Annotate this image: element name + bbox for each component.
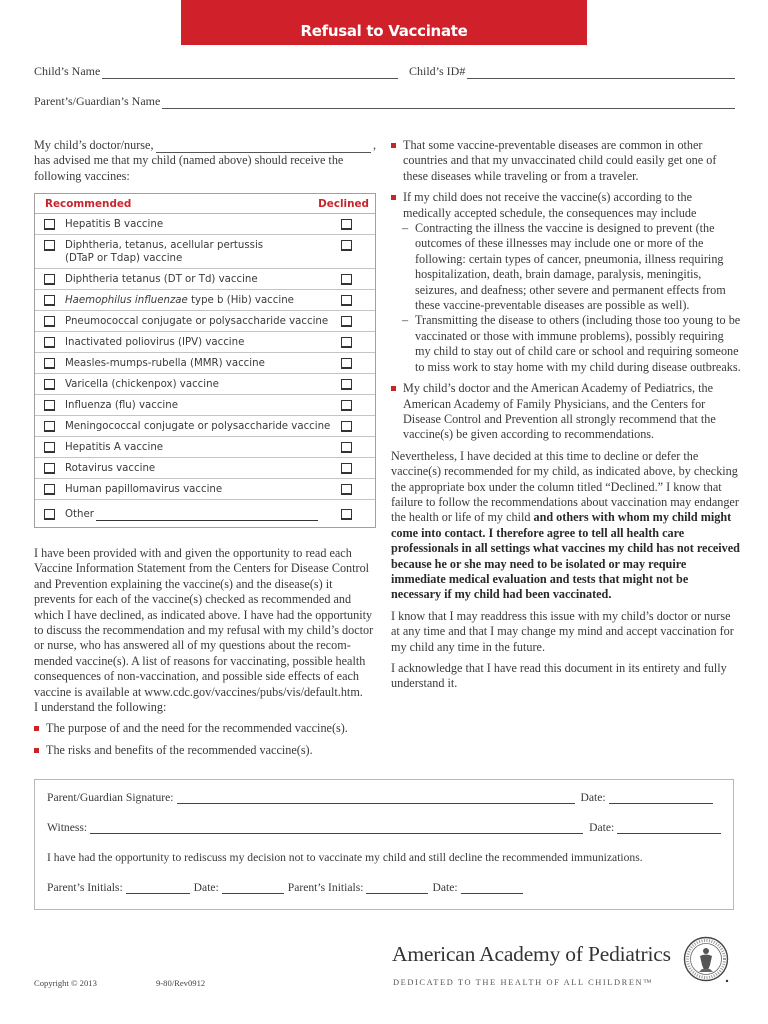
table-header [35,194,375,214]
vaccine-label-line2: (DTaP or Tdap) vaccine [65,253,183,264]
vaccine-label: Influenza (flu) vaccine [65,400,178,411]
table-row [35,269,375,290]
date-label: Date: [432,881,458,894]
table-row [35,395,375,416]
copyright: Copyright © 2013 [34,978,97,988]
form-code: 9-80/Rev0912 [156,978,206,988]
recommended-checkbox[interactable] [44,379,55,390]
table-row [35,374,375,395]
aap-seal-icon [683,936,729,982]
page-title: Refusal to Vaccinate [300,22,468,40]
initials-date-input-1[interactable] [222,883,284,894]
nevertheless-text: Nevertheless, I have decided at this time to decline or defer the vaccine(s) recommended for my child, as indicated above, by checking the appropriate box under the column titled “Declined.” I know that failure to follow the recommendations about vaccination may endanger the health or life of my child [391,448,739,525]
signature-date-input[interactable] [609,793,713,804]
declined-checkbox[interactable] [341,316,352,327]
date-label: Date: [193,881,219,894]
guardian-name-label: Parent’s/Guardian’s Name [34,94,161,108]
initials-label: Parent’s Initials: [287,881,364,894]
vaccine-label-italic: Haemophilus influenzae [65,295,188,306]
declined-checkbox[interactable] [341,219,352,230]
bullet-item: The risks and benefits of the recommended vaccine(s). [34,743,376,758]
title-banner [181,0,587,45]
signature-input[interactable] [177,793,575,804]
recommended-checkbox[interactable] [44,240,55,251]
date-label: Date: [589,821,615,834]
declined-checkbox[interactable] [341,274,352,285]
recommended-checkbox[interactable] [44,337,55,348]
nevertheless-paragraph [391,449,741,603]
declined-checkbox[interactable] [341,240,352,251]
date-label: Date: [580,791,606,804]
initials-input-1[interactable] [126,883,190,894]
vaccine-label: Human papillomavirus vaccine [65,484,223,495]
dash-item: – Contracting the illness the vaccine is designed to prevent (the outcomes of these illnesses may include one or more of the following: certain types of cancer, pneumonia, illness requiring hospitalization, death, brain damage, paralysis, meningitis, seizures, and deafness; other severe and permanent effects from these vaccine-preventable diseases are possible as well). [391,221,741,313]
declined-checkbox[interactable] [341,421,352,432]
vaccine-label [65,239,341,265]
vaccine-label: Hepatitis A vaccine [65,442,164,453]
other-label: Other [65,509,94,520]
signature-box [34,779,734,910]
signature-row [47,791,717,804]
org-name: American Academy of Pediatrics [392,942,671,966]
vaccine-label: Diphtheria tetanus (DT or Td) vaccine [65,274,258,285]
vaccine-label: Measles-mumps-rubella (MMR) vaccine [65,358,265,369]
table-row-other [35,500,375,527]
intro-section [34,138,376,184]
rediscuss-text: I have had the opportunity to rediscuss my decision not to vaccinate my child and still decline the recommended immunizations. [47,851,643,864]
child-name-label: Child’s Name [34,64,101,78]
guardian-name-input[interactable] [162,97,735,109]
acknowledge-paragraph: I acknowledge that I have read this document in its entirety and fully understand it. [391,661,727,691]
vaccine-label: Rotavirus vaccine [65,463,156,474]
recommended-checkbox[interactable] [44,463,55,474]
table-row [35,416,375,437]
recommended-checkbox[interactable] [44,484,55,495]
recommended-checkbox[interactable] [44,358,55,369]
col-declined: Declined [318,198,369,210]
nevertheless-bold-text: and others with whom my child might come into contact. I therefore agree to tell all health care professionals in all settings what vaccines my child has not received because he or she may need to be isolated or may require immediate medical evaluation and tests that might not be necessary if my child had been vaccinated. [391,510,740,602]
intro-text: has advised me that my child (named above) should receive the following vaccines: [34,153,344,183]
table-row [35,311,375,332]
rediscuss-row [47,851,643,864]
signature-label: Parent/Guardian Signature: [47,791,174,804]
vaccine-label [65,294,341,307]
table-row [35,214,375,235]
vaccine-label-line1: Diphtheria, tetanus, acellular pertussis [65,240,264,251]
recommended-checkbox[interactable] [44,421,55,432]
declined-checkbox[interactable] [341,337,352,348]
dash-item: – Transmitting the disease to others (including those too young to be vaccinated or those with immune problems), possibly requiring my child to stay out of child care or school and requiring someone to miss work to stay home with my child during disease outbreaks. [391,313,741,375]
declined-checkbox[interactable] [341,400,352,411]
initials-label: Parent’s Initials: [47,881,123,894]
vaccine-label-rest: type b (Hib) vaccine [187,295,294,306]
recommended-checkbox[interactable] [44,400,55,411]
declined-checkbox[interactable] [341,379,352,390]
bullet-item: My child’s doctor and the American Academy of Pediatrics, the American Academy of Family Physicians, and the Centers for Disease Control and Prevention all strongly recommend that the vaccine(s) be given according to recommendations. [391,381,741,443]
child-id-input[interactable] [467,67,735,79]
witness-input[interactable] [90,823,583,834]
col-recommended: Recommended [45,198,132,210]
vaccine-label: Hepatitis B vaccine [65,219,164,230]
initials-row [47,881,527,894]
table-row [35,479,375,500]
bullet-item: That some vaccine-preventable diseases are common in other countries and that my unvaccinated child could easily get one of these diseases while traveling or from a traveler. [391,138,741,184]
child-name-field [34,64,398,79]
witness-row [47,821,725,834]
right-body [391,138,741,692]
recommended-checkbox[interactable] [44,295,55,306]
table-row [35,437,375,458]
left-body [34,546,376,758]
understand-heading: I understand the following: [34,700,167,715]
declined-checkbox[interactable] [341,463,352,474]
vaccine-label: Meningococcal conjugate or polysaccharide vaccine [65,421,331,432]
table-row [35,332,375,353]
vaccine-label [65,508,341,521]
table-row [35,290,375,311]
recommended-checkbox[interactable] [44,274,55,285]
declined-checkbox[interactable] [341,358,352,369]
declined-checkbox[interactable] [341,442,352,453]
guardian-name-field [34,94,735,109]
witness-date-input[interactable] [617,823,721,834]
declined-checkbox[interactable] [341,295,352,306]
declined-checkbox[interactable] [341,484,352,495]
vaccine-label: Pneumococcal conjugate or polysaccharide vaccine [65,316,329,327]
vis-paragraph: I have been provided with and given the opportunity to read each Vaccine Information Statement from the Centers for Disease Control and Prevention explaining the vaccine(s) and the disease(s) it prevents for each of the vaccine(s) checked as recommended and which I have declined, as indicated above. I have had the opportunity to discuss the recommendation and my refusal with my child’s doctor or nurse, who has answered all of my questions about the recommended vaccine(s). A list of reasons for vaccinating, possible health consequences of non-vaccination, and possible side effects of each vaccine is available at www.cdc.gov/vaccines/pubs/vis/default.htm. [34,546,374,699]
vaccine-label: Inactivated poliovirus (IPV) vaccine [65,337,245,348]
table-row [35,235,375,269]
recommended-checkbox[interactable] [44,219,55,230]
doctor-nurse-line [34,138,376,153]
child-id-label: Child’s ID# [409,64,466,78]
vaccine-table [34,193,376,528]
intro-prefix: My child’s doctor/nurse, [34,138,154,152]
bullet-item: If my child does not receive the vaccine(s) according to the medically accepted schedule, the consequences may include [391,190,741,221]
recommended-checkbox[interactable] [44,442,55,453]
initials-date-input-2[interactable] [461,883,523,894]
table-row [35,458,375,479]
child-id-field [409,64,735,79]
initials-input-2[interactable] [366,883,428,894]
recommended-checkbox[interactable] [44,316,55,327]
declined-checkbox[interactable] [341,509,352,520]
other-vaccine-input[interactable] [96,510,318,521]
table-row [35,353,375,374]
vaccine-label: Varicella (chickenpox) vaccine [65,379,219,390]
readdress-paragraph: I know that I may readdress this issue with my child’s doctor or nurse at any time and that I may change my mind and accept vaccination for my child any time in the future. [391,608,734,654]
recommended-checkbox[interactable] [44,509,55,520]
org-tagline: DEDICATED TO THE HEALTH OF ALL CHILDREN™ [393,978,654,987]
doctor-nurse-input[interactable] [156,141,371,153]
witness-label: Witness: [47,821,88,834]
child-name-input[interactable] [102,67,398,79]
intro-suffix: , [372,138,376,152]
bullet-item: The purpose of and the need for the recommended vaccine(s). [34,721,376,736]
